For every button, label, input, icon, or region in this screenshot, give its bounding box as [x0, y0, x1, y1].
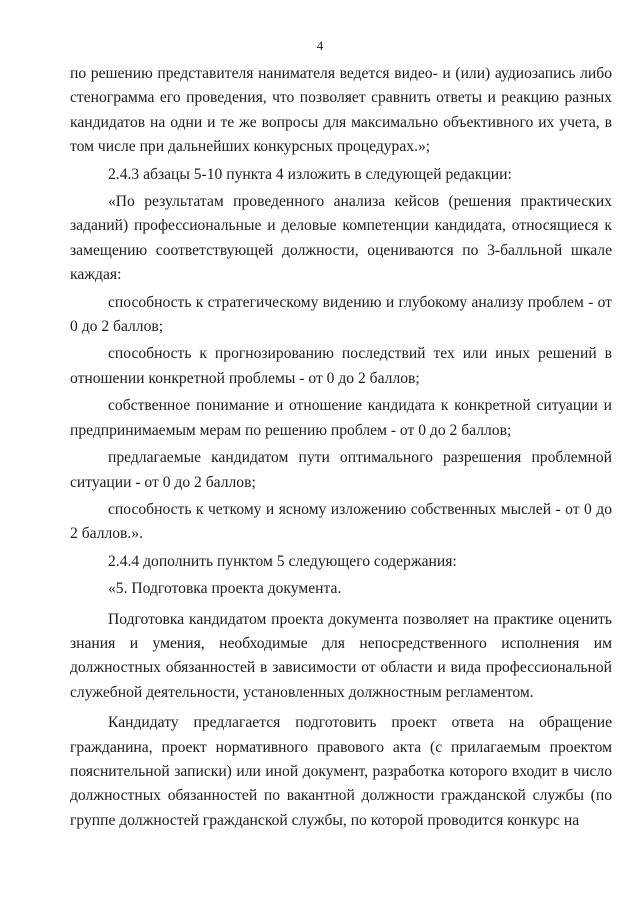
document-body [70, 62, 612, 836]
paragraph-continuation: по решению представителя нанимателя ведется видео- и (или) аудиозапись либо стенограмма его проведения, что позволяет сравнить ответы и реакцию разных кандидатов на одни и те же вопросы для максимально объективного их учета, в том числе при дальнейших конкурсных процедурах.»; [70, 65, 612, 156]
paragraph-section-5-heading: «5. Подготовка проекта документа. [108, 580, 342, 598]
paragraph-criterion-strategic: способность к стратегическому видению и глубокому анализу проблем - от 0 до 2 баллов; [70, 293, 612, 336]
paragraph-item-2-4-4: 2.4.4 дополнить пунктом 5 следующего содержания: [108, 552, 457, 570]
paragraph-criterion-forecasting: способность к прогнозированию последствий тех или иных решений в отношении конкретной проблемы - от 0 до 2 баллов; [70, 345, 612, 387]
paragraph-criterion-understanding: собственное понимание и отношение кандидата к конкретной ситуации и предпринимаемым мерам по решению проблем - от 0 до 2 баллов; [70, 397, 612, 439]
paragraph-section-5-task: Кандидату предлагается подготовить проект ответа на обращение гражданина, проект нормативного правового акта (с прилагаемым проектом пояснительной записки) или иной документ, разработка которого входит в число должностных обязанностей по вакантной должности гражданской службы (по группе должностей гражданской службы, по которой проводится конкурс на [70, 714, 612, 829]
paragraph-criterion-expression: способность к четкому и ясному изложению собственных мыслей - от 0 до 2 баллов.». [70, 500, 612, 543]
paragraph-quote-assessment: «По результатам проведенного анализа кейсов (решения практических заданий) профессиональные и деловые компетенции кандидата, относящиеся к замещению соответствующей должности, оцениваются по 3-балльной шкале каждая: [70, 193, 612, 284]
paragraph-section-5-intro: Подготовка кандидатом проекта документа позволяет на практике оценить знания и умения, необходимые для непосредственного исполнения им должностных обязанностей в зависимости от области и вида профессиональной служебной деятельности, установленных должностным регламентом. [70, 610, 612, 701]
paragraph-criterion-solutions: предлагаемые кандидатом пути оптимального разрешения проблемной ситуации - от 0 до 2 баллов; [70, 449, 612, 491]
page-number: 4 [316, 38, 324, 53]
paragraph-item-2-4-3: 2.4.3 абзацы 5-10 пункта 4 изложить в следующей редакции: [108, 165, 512, 183]
